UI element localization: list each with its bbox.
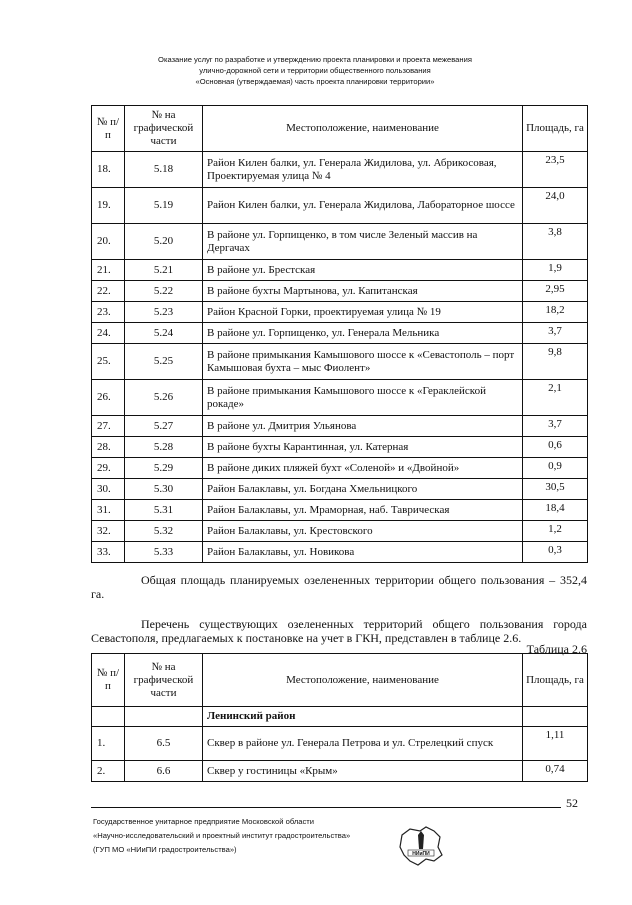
table-row xyxy=(92,344,588,380)
section-title: Ленинский район xyxy=(203,707,523,727)
row-graph-number: 5.29 xyxy=(125,458,203,479)
row-graph-number: 5.24 xyxy=(125,323,203,344)
institute-logo-icon xyxy=(396,825,446,867)
section-empty-cell xyxy=(125,707,203,727)
footer-divider xyxy=(91,807,561,808)
row-graph-number: 5.32 xyxy=(125,521,203,542)
row-location: Район Балаклавы, ул. Крестовского xyxy=(203,521,523,542)
row-area: 3,7 xyxy=(523,416,588,437)
header-graph: № на графической части xyxy=(125,106,203,152)
row-number: 30. xyxy=(92,479,125,500)
table-row xyxy=(92,542,588,563)
row-number: 33. xyxy=(92,542,125,563)
existing-green-areas-table xyxy=(91,653,588,782)
table-row xyxy=(92,380,588,416)
green-areas-table xyxy=(91,105,588,563)
row-location: Район Балаклавы, ул. Мраморная, наб. Таврическая xyxy=(203,500,523,521)
row-number: 19. xyxy=(92,188,125,224)
row-area: 18,2 xyxy=(523,302,588,323)
row-graph-number: 5.33 xyxy=(125,542,203,563)
row-number: 31. xyxy=(92,500,125,521)
row-number: 26. xyxy=(92,380,125,416)
row-location: Сквер в районе ул. Генерала Петрова и ул. Стрелецкий спуск xyxy=(203,727,523,761)
row-graph-number: 5.25 xyxy=(125,344,203,380)
row-location: В районе ул. Горпищенко, в том числе Зеленый массив на Дергачах xyxy=(203,224,523,260)
row-area: 9,8 xyxy=(523,344,588,380)
row-location: В районе примыкания Камышового шоссе к «Гераклейской рокаде» xyxy=(203,380,523,416)
row-area: 3,7 xyxy=(523,323,588,344)
footer-line-2: «Научно-исследовательский и проектный институт градостроительства» xyxy=(93,831,351,840)
table-row xyxy=(92,761,588,782)
row-number: 2. xyxy=(92,761,125,782)
header-num: № п/п xyxy=(92,654,125,707)
row-graph-number: 5.30 xyxy=(125,479,203,500)
header-line-3: «Основная (утверждаемая) часть проекта планировки территории» xyxy=(195,77,435,86)
header-num: № п/п xyxy=(92,106,125,152)
table-row xyxy=(92,323,588,344)
row-location: Сквер у гостиницы «Крым» xyxy=(203,761,523,782)
row-number: 28. xyxy=(92,437,125,458)
document-header xyxy=(100,54,530,87)
row-area: 0,9 xyxy=(523,458,588,479)
row-area: 1,11 xyxy=(523,727,588,761)
table-row xyxy=(92,727,588,761)
row-location: Район Балаклавы, ул. Богдана Хмельницкого xyxy=(203,479,523,500)
row-location: В районе ул. Дмитрия Ульянова xyxy=(203,416,523,437)
row-area: 0,3 xyxy=(523,542,588,563)
table-row xyxy=(92,521,588,542)
logo-text: НИиПИ xyxy=(412,851,430,857)
table-row xyxy=(92,260,588,281)
row-graph-number: 6.6 xyxy=(125,761,203,782)
table-row xyxy=(92,437,588,458)
row-number: 21. xyxy=(92,260,125,281)
list-intro-paragraph: Перечень существующих озелененных территорий общего пользования города Севастополя, предлагаемых к постановке на учет в ГКН, представлен в таблице 2.6. xyxy=(91,617,587,645)
row-number: 24. xyxy=(92,323,125,344)
row-number: 1. xyxy=(92,727,125,761)
row-graph-number: 5.28 xyxy=(125,437,203,458)
row-number: 32. xyxy=(92,521,125,542)
header-area: Площадь, га xyxy=(523,106,588,152)
table-row xyxy=(92,152,588,188)
header-location: Местоположение, наименование xyxy=(203,654,523,707)
header-line-2: улично-дорожной сети и территории общественного пользования xyxy=(199,66,431,75)
page-number: 52 xyxy=(566,796,578,810)
row-number: 20. xyxy=(92,224,125,260)
table-caption: Таблица 2.6 xyxy=(526,642,587,656)
row-location: В районе ул. Горпищенко, ул. Генерала Мельника xyxy=(203,323,523,344)
table-row xyxy=(92,416,588,437)
row-number: 18. xyxy=(92,152,125,188)
row-graph-number: 5.23 xyxy=(125,302,203,323)
row-area: 1,2 xyxy=(523,521,588,542)
row-number: 25. xyxy=(92,344,125,380)
footer-line-1: Государственное унитарное предприятие Московской области xyxy=(93,817,315,826)
header-area: Площадь, га xyxy=(523,654,588,707)
row-area: 2,95 xyxy=(523,281,588,302)
row-graph-number: 5.26 xyxy=(125,380,203,416)
row-location: В районе бухты Мартынова, ул. Капитанская xyxy=(203,281,523,302)
table-row xyxy=(92,458,588,479)
row-location: Район Красной Горки, проектируемая улица № 19 xyxy=(203,302,523,323)
row-location: Район Килен балки, ул. Генерала Жидилова, ул. Абрикосовая, Проектируемая улица № 4 xyxy=(203,152,523,188)
row-number: 27. xyxy=(92,416,125,437)
row-location: Район Балаклавы, ул. Новикова xyxy=(203,542,523,563)
table-row xyxy=(92,281,588,302)
table-row xyxy=(92,479,588,500)
row-graph-number: 5.21 xyxy=(125,260,203,281)
row-location: Район Килен балки, ул. Генерала Жидилова, Лабораторное шоссе xyxy=(203,188,523,224)
footer xyxy=(93,815,350,857)
row-number: 22. xyxy=(92,281,125,302)
row-area: 30,5 xyxy=(523,479,588,500)
row-graph-number: 5.27 xyxy=(125,416,203,437)
row-graph-number: 6.5 xyxy=(125,727,203,761)
row-graph-number: 5.18 xyxy=(125,152,203,188)
row-graph-number: 5.20 xyxy=(125,224,203,260)
row-area: 3,8 xyxy=(523,224,588,260)
table-row xyxy=(92,224,588,260)
row-area: 18,4 xyxy=(523,500,588,521)
row-area: 23,5 xyxy=(523,152,588,188)
row-location: В районе диких пляжей бухт «Соленой» и «Двойной» xyxy=(203,458,523,479)
row-location: В районе примыкания Камышового шоссе к «Севастополь – порт Камышовая бухта – мыс Фиолент» xyxy=(203,344,523,380)
row-area: 0,74 xyxy=(523,761,588,782)
row-area: 2,1 xyxy=(523,380,588,416)
section-row xyxy=(92,707,588,727)
total-area-paragraph: Общая площадь планируемых озелененных территории общего пользования – 352,4 га. xyxy=(91,573,587,601)
table-row xyxy=(92,500,588,521)
row-area: 24,0 xyxy=(523,188,588,224)
row-area: 0,6 xyxy=(523,437,588,458)
row-location: В районе бухты Карантинная, ул. Катерная xyxy=(203,437,523,458)
row-number: 29. xyxy=(92,458,125,479)
row-graph-number: 5.19 xyxy=(125,188,203,224)
section-empty-cell xyxy=(92,707,125,727)
row-graph-number: 5.31 xyxy=(125,500,203,521)
row-graph-number: 5.22 xyxy=(125,281,203,302)
header-location: Местоположение, наименование xyxy=(203,106,523,152)
header-line-1: Оказание услуг по разработке и утверждению проекта планировки и проекта межевания xyxy=(158,55,472,64)
table-row xyxy=(92,302,588,323)
row-location: В районе ул. Брестская xyxy=(203,260,523,281)
header-graph: № на графической части xyxy=(125,654,203,707)
row-area: 1,9 xyxy=(523,260,588,281)
table-row xyxy=(92,188,588,224)
footer-line-3: (ГУП МО «НИиПИ градостроительства») xyxy=(93,845,237,854)
section-empty-cell xyxy=(523,707,588,727)
row-number: 23. xyxy=(92,302,125,323)
